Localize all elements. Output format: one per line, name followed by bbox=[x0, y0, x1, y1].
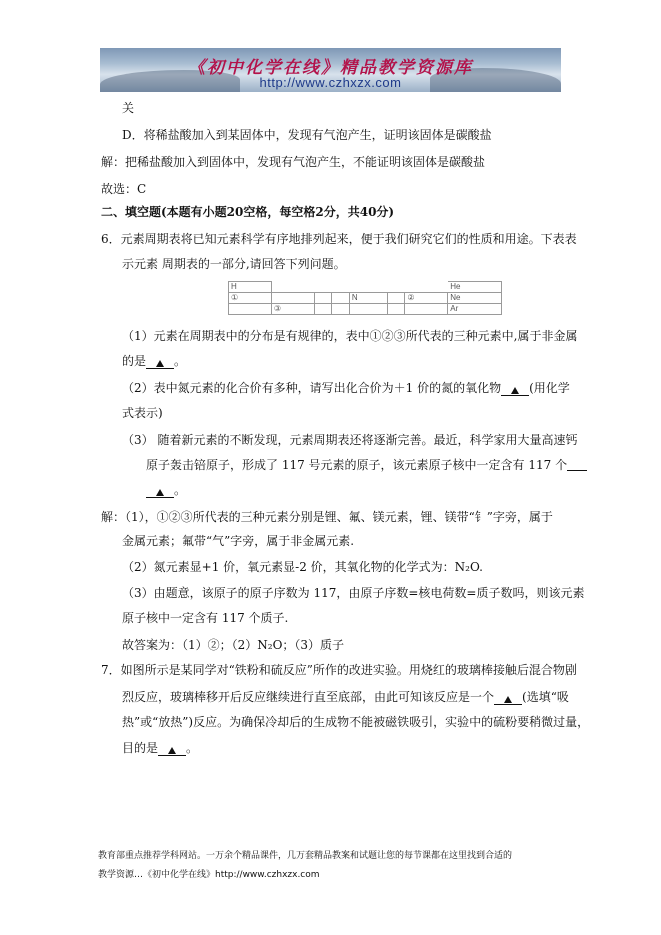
table-cell: N bbox=[349, 293, 387, 304]
sub-question-3 bbox=[146, 457, 587, 473]
table-cell bbox=[332, 293, 350, 304]
periodic-table bbox=[228, 281, 502, 315]
sub-question-1: （1）元素在周期表中的分布是有规律的，表中①②③所代表的三种元素中,属于非金属 bbox=[122, 329, 578, 343]
table-cell bbox=[387, 282, 405, 293]
question-7-segment: 。 bbox=[186, 741, 199, 755]
banner-title: 《初中化学在线》精品教学资源库 bbox=[188, 58, 473, 78]
table-cell bbox=[271, 293, 314, 304]
triangle-icon bbox=[156, 360, 164, 367]
table-row bbox=[229, 282, 502, 293]
answer-text: 故选：C bbox=[101, 182, 147, 196]
table-cell bbox=[229, 304, 272, 315]
table-cell bbox=[405, 304, 448, 315]
answer-blank bbox=[146, 484, 174, 498]
solution-text: 解：（1），①②③所代表的三种元素分别是锂、氟、镁元素，锂、镁带“钅”字旁，属于 bbox=[101, 510, 553, 524]
table-cell: H bbox=[229, 282, 272, 293]
answer-text: 故答案为：（1）②；（2）N₂O；（3）质子 bbox=[122, 638, 345, 652]
banner-url-link[interactable]: http://www.czhxzx.com bbox=[259, 75, 402, 90]
sub-question-1-text: 。 bbox=[174, 354, 187, 368]
question-7-text: 热”或“放热”)反应。为确保冷却后的生成物不能被磁铁吸引，实验中的硫粉要稍微过量， bbox=[122, 715, 590, 729]
answer-blank bbox=[146, 355, 174, 369]
answer-blank bbox=[494, 691, 522, 705]
table-cell bbox=[271, 282, 314, 293]
sub-question-2-text: （2）表中氮元素的化合价有多种，请写出化合价为＋1 价的氮的氧化物 bbox=[122, 381, 502, 395]
answer-blank bbox=[567, 457, 587, 471]
header-banner bbox=[100, 48, 561, 92]
sub-question-3 bbox=[146, 482, 186, 498]
sub-question-2: 式表示) bbox=[122, 406, 163, 420]
solution-text: 原子核中一定含有 117 个质子. bbox=[122, 611, 289, 625]
solution-text: （2）氮元素显+1 价，氧元素显-2 价，其氧化物的化学式为：N₂O. bbox=[122, 560, 483, 574]
option-d: D．将稀盐酸加入到某固体中，发现有气泡产生，证明该固体是碳酸盐 bbox=[122, 128, 492, 142]
sub-question-1 bbox=[122, 353, 186, 369]
table-cell: Ne bbox=[448, 293, 502, 304]
table-cell bbox=[332, 304, 350, 315]
solution-text: 解：把稀盐酸加入到固体中，发现有气泡产生，不能证明该固体是碳酸盐 bbox=[101, 155, 486, 169]
question-6-text: 示元素 周期表的一部分,请回答下列问题。 bbox=[122, 257, 346, 271]
sub-question-2 bbox=[122, 380, 570, 396]
table-cell bbox=[387, 293, 405, 304]
answer-blank bbox=[158, 742, 186, 756]
table-cell: ① bbox=[229, 293, 272, 304]
triangle-icon bbox=[168, 747, 176, 754]
triangle-icon bbox=[511, 387, 519, 394]
sub-question-3-text: 原子轰击锫原子，形成了 117 号元素的原子，该元素原子核中一定含有 117 个 bbox=[146, 458, 568, 472]
table-cell bbox=[332, 282, 350, 293]
text-line: 关 bbox=[122, 101, 135, 115]
table-cell: He bbox=[448, 282, 502, 293]
table-row bbox=[229, 293, 502, 304]
table-cell bbox=[349, 304, 387, 315]
question-6-text: 6．元素周期表将已知元素科学有序地排列起来，便于我们研究它们的性质和用途。下表表 bbox=[101, 232, 577, 246]
solution-text: 金属元素；氟带“气”字旁，属于非金属元素. bbox=[122, 534, 355, 548]
solution-text: （3）由题意，该原子的原子序数为 117，由原子序数=核电荷数=质子数吗，则该元素 bbox=[122, 586, 585, 600]
question-7-segment: (选填“吸 bbox=[522, 690, 569, 704]
table-cell bbox=[314, 282, 332, 293]
question-7-text bbox=[122, 689, 569, 705]
sub-question-3: （3） 随着新元素的不断发现，元素周期表还将逐渐完善。最近，科学家用大量高速钙 bbox=[122, 433, 578, 447]
question-7-text bbox=[122, 740, 198, 756]
footer-line: 教育部重点推荐学科网站。一万余个精品课件，几万套精品教案和试题让您的每节课都在这里找到合适的 bbox=[98, 851, 513, 861]
question-7-segment: 目的是 bbox=[122, 741, 159, 755]
answer-blank bbox=[501, 382, 529, 396]
table-cell: ③ bbox=[271, 304, 314, 315]
footer-line: 教学资源…《初中化学在线》http://www.czhxzx.com bbox=[98, 870, 320, 880]
table-cell bbox=[387, 304, 405, 315]
table-cell: ② bbox=[405, 293, 448, 304]
triangle-icon bbox=[504, 696, 512, 703]
sub-question-2-text: (用化学 bbox=[529, 381, 570, 395]
table-cell bbox=[314, 293, 332, 304]
sub-question-1-text: 的是 bbox=[122, 354, 147, 368]
sub-question-3-text: 。 bbox=[174, 483, 187, 497]
table-cell bbox=[314, 304, 332, 315]
table-row bbox=[229, 304, 502, 315]
table-cell bbox=[349, 282, 387, 293]
table-cell bbox=[405, 282, 448, 293]
triangle-icon bbox=[156, 489, 164, 496]
question-7-segment: 烈反应，玻璃棒移开后反应继续进行直至底部，由此可知该反应是一个 bbox=[122, 690, 495, 704]
question-7-text: 7．如图所示是某同学对“铁粉和硫反应”所作的改进实验。用烧红的玻璃棒接触后混合物剧 bbox=[101, 663, 577, 677]
section-heading: 二、填空题(本题有小题20空格，每空格2分，共40分) bbox=[101, 205, 395, 219]
table-cell: Ar bbox=[448, 304, 502, 315]
